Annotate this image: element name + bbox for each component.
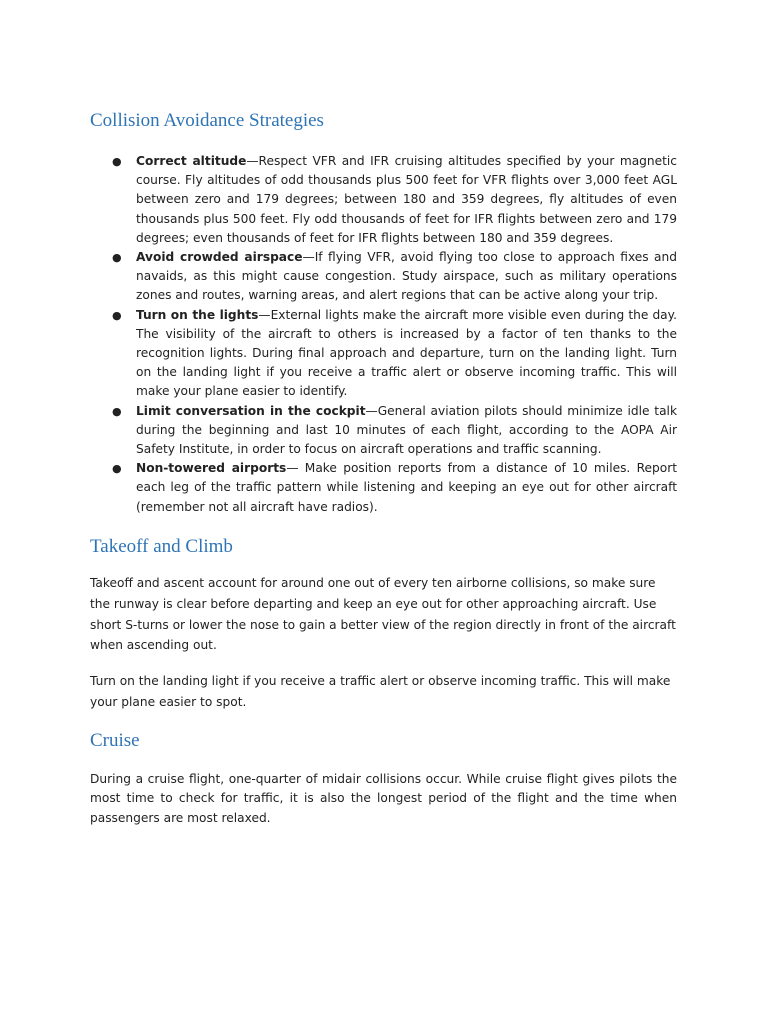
bullet-icon: ● [112, 251, 122, 265]
takeoff-paragraph-1: Takeoff and ascent account for around one out of every ten airborne collisions, so make sure the runway is clear before departing and keep an eye out for other approaching aircraft. Use short S-turns or lower the nose to gain a better view of the region directly in front of the aircraft when ascending out. [90, 576, 676, 653]
takeoff-paragraph-2: Turn on the landing light if you receive a traffic alert or observe incoming traffic. This will make your plane easier to spot. [90, 674, 671, 709]
cruise-paragraph-1: During a cruise flight, one-quarter of midair collisions occur. While cruise flight gives pilots the most time to check for traffic, it is also the longest period of the flight and the time when passengers are most relaxed. [90, 772, 677, 825]
bullet-icon: ● [112, 404, 122, 418]
bullet-icon: ● [112, 462, 122, 476]
list-item [112, 248, 677, 306]
list-item [112, 402, 677, 460]
section-heading-collision-avoidance: Collision Avoidance Strategies [90, 110, 324, 131]
section-heading-takeoff-and-climb: Takeoff and Climb [90, 536, 233, 557]
list-item-term: Limit conversation in the cockpit [136, 403, 366, 418]
list-item [112, 152, 677, 248]
list-item-term: Non-towered airports [136, 461, 287, 476]
list-item-text: —If flying VFR, avoid flying too close to approach fixes and navaids, as this might cause congestion. Study airspace, such as military operations zones and routes, warning areas, and alert regions that can be active along your trip. [136, 250, 677, 303]
bullet-icon: ● [112, 155, 122, 168]
list-item-text: — Make position reports from a distance of 10 miles. Report each leg of the traffic pattern while listening and keeping an eye out for other aircraft (remember not all aircraft have radios). [136, 461, 678, 514]
list-item [112, 306, 677, 402]
list-item-text: —External lights make the aircraft more visible even during the day. The visibility of the aircraft to others is increased by a factor of ten thanks to the recognition lights. During final approach and departure, turn on the landing light. Turn on the landing light if you receive a traffic alert or observe incoming traffic. This will make your plane easier to identify. [136, 307, 677, 399]
bullet-icon: ● [112, 308, 122, 322]
collision-strategies-list [112, 152, 678, 517]
list-item-text: —Respect VFR and IFR cruising altitudes specified by your magnetic course. Fly altitudes of odd thousands plus 500 feet for VFR flights over 3,000 feet AGL between zero and 179 degrees; between 180 and 359 degrees, fly altitudes of even thousands plus 500 feet. Fly odd thousands of feet for IFR flights between zero and 179 degrees; even thousands of feet for IFR flights between 180 and 359 degrees. [136, 154, 677, 245]
list-item-term: Correct altitude [136, 154, 247, 168]
list-item-text: —General aviation pilots should minimize idle talk during the beginning and last 10 minutes of each flight, according to the AOPA Air Safety Institute, in order to focus on aircraft operations and traffic scanning. [136, 403, 677, 457]
list-item-term: Avoid crowded airspace [136, 250, 303, 265]
section-heading-cruise: Cruise [90, 730, 140, 751]
list-item [112, 459, 678, 517]
list-item-term: Turn on the lights [136, 307, 259, 322]
